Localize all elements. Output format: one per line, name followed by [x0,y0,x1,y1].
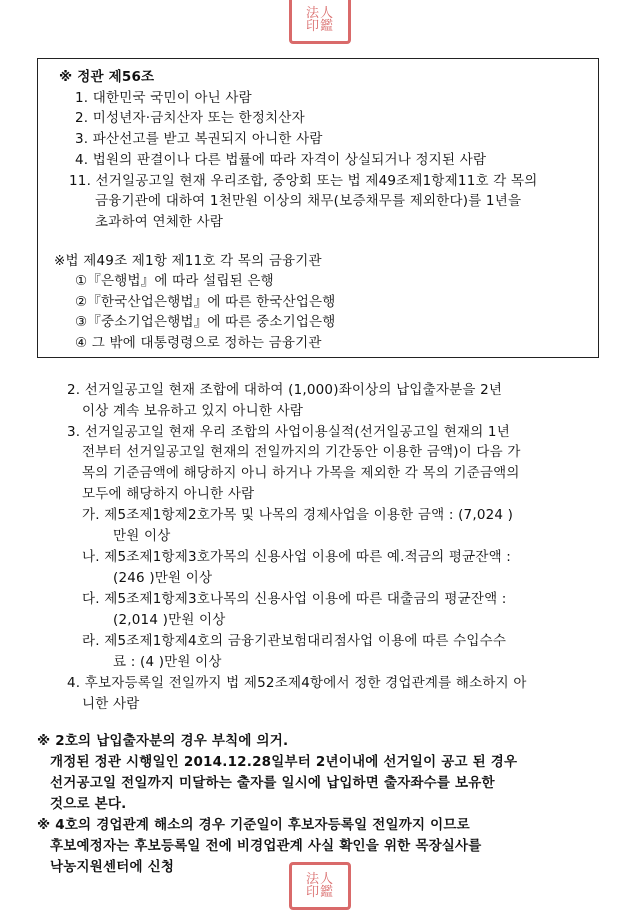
body-line-12: (2,014 )만원 이상 [113,612,226,628]
note-line-3: 선거공고일 전일까지 미달하는 출자를 일시에 납입하면 출자좌수를 보유한 [50,775,495,791]
box-item-11: 11. 선거일공고일 현재 우리조합, 중앙회 또는 법 제49조제1항제11호 각 목의 [69,173,538,189]
box-sub-heading: ※법 제49조 제1항 제11호 각 목의 금융기관 [54,253,322,269]
note-line-5: ※ 4호의 경업관계 해소의 경우 기준일이 후보자등록일 전일까지 이므로 [37,817,470,833]
body-line-11: 다. 제5조제1항제3호나목의 신용사업 이용에 따른 대출금의 평균잔액 : [82,591,507,607]
body-line-7: 가. 제5조제1항제2호가목 및 나목의 경제사업을 이용한 금액 : (7,024 ) [82,507,514,523]
seal-stamp-bottom [289,862,351,910]
box-sub-item-3: ③『중소기업은행법』에 따른 중소기업은행 [75,314,336,330]
note-line-7: 낙농지원센터에 신청 [50,859,175,875]
note-line-6: 후보예정자는 후보등록일 전에 비경업관계 사실 확인을 위한 목장실사를 [50,838,482,854]
box-item-2: 2. 미성년자·금치산자 또는 한정치산자 [75,110,305,126]
box-sub-item-2: ②『한국산업은행법』에 따른 한국산업은행 [75,294,336,310]
body-line-14: 료 : (4 )만원 이상 [113,654,222,670]
box-item-3: 3. 파산선고를 받고 복권되지 아니한 사람 [75,131,323,147]
body-line-5: 목의 기준금액에 해당하지 아니 하거나 가목을 제외한 각 목의 기준금액의 [82,465,520,481]
body-line-15: 4. 후보자등록일 전일까지 법 제52조제4항에서 정한 경업관계를 해소하지 아 [67,675,527,691]
note-line-2: 개정된 정관 시행일인 2014.12.28일부터 2년이내에 선거일이 공고 된 경우 [50,754,518,770]
body-line-4: 전부터 선거일공고일 현재의 전일까지의 기간동안 이용한 금액)이 다음 가 [82,444,521,460]
seal-stamp-top-mark: 法人 印鑑 [289,0,351,44]
body-line-13: 라. 제5조제1항제4호의 금융기관보험대리점사업 이용에 따른 수입수수 [82,633,507,649]
box-item-11-cont-1: 금융기관에 대하여 1천만원 이상의 채무(보증채무를 제외한다)를 1년을 [95,193,522,209]
box-item-4: 4. 법원의 판결이나 다른 법률에 따라 자격이 상실되거나 정지된 사람 [75,152,487,168]
box-item-1: 1. 대한민국 국민이 아닌 사람 [75,90,252,106]
note-line-4: 것으로 본다. [50,796,127,812]
box-heading: ※ 정관 제56조 [59,69,155,85]
body-line-3: 3. 선거일공고일 현재 우리 조합의 사업이용실적(선거일공고일 현재의 1년 [67,424,510,440]
note-line-1: ※ 2호의 납입출자분의 경우 부칙에 의거. [37,733,289,749]
body-line-8: 만원 이상 [113,528,171,544]
body-line-6: 모두에 해당하지 아니한 사람 [82,486,255,502]
body-line-2: 이상 계속 보유하고 있지 아니한 사람 [82,403,304,419]
body-line-9: 나. 제5조제1항제3호가목의 신용사업 이용에 따른 예.적금의 평균잔액 : [82,549,512,565]
box-sub-item-1: ①『은행법』에 따라 설립된 은행 [75,273,274,289]
body-line-1: 2. 선거일공고일 현재 조합에 대하여 (1,000)좌이상의 납입출자분을 2년 [67,382,503,398]
seal-stamp-top [289,0,351,44]
box-item-11-cont-2: 초과하여 연체한 사람 [95,214,224,230]
body-line-10: (246 )만원 이상 [113,570,213,586]
body-line-16: 니한 사람 [82,696,140,712]
seal-stamp-bottom-mark: 法人 印鑑 [289,862,351,910]
article-box [37,58,599,358]
box-sub-item-4: ④ 그 밖에 대통령령으로 정하는 금융기관 [75,335,322,351]
